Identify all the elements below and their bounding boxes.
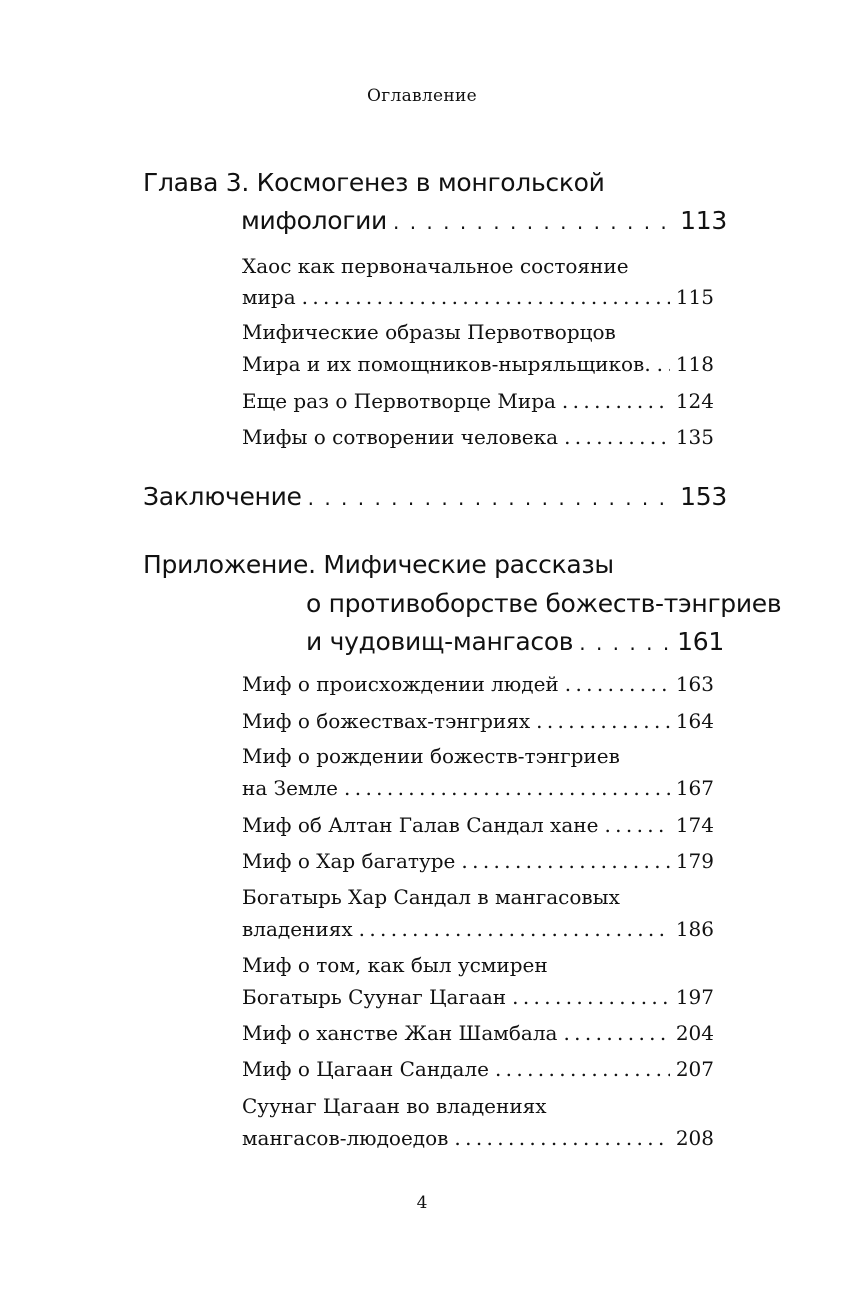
chapter-3-title-line2 [241,206,727,235]
entry-title: Хаос как первоначальное состояние [242,254,629,278]
entry-title: Миф о происхождении людей [242,672,559,696]
entry-title: Миф о рождении божеств-тэнгриев [242,744,620,768]
chapter-3-title: Глава 3. Космогенез в монгольской [143,168,605,197]
leader-dots [308,486,675,510]
toc-entry [242,1057,714,1081]
entry-title: Мифы о сотворении человека [242,425,559,449]
toc-entry [242,1094,547,1118]
leader-dots [562,389,670,413]
toc-entry [242,254,629,278]
page-number: 204 [675,1021,714,1045]
leader-dots [302,285,670,309]
toc-entry [242,813,714,837]
page-number: 161 [677,627,724,656]
entry-title: Миф о ханстве Жан Шамбала [242,1021,558,1045]
entry-title-cont: на Земле [242,776,339,800]
appendix-title-cont: о противоборстве божеств-тэнгриев [306,589,782,618]
page-number: 167 [675,776,714,800]
entry-title: Мифические образы Первотворцов [242,320,616,344]
toc-entry [242,352,714,376]
toc-entry [242,776,714,800]
leader-dots [359,917,670,941]
toc-entry [242,672,714,696]
page-number: 135 [675,425,714,449]
leader-dots [344,776,670,800]
toc-entry [242,953,548,977]
page-folio: 4 [416,1193,428,1213]
toc-entry [242,744,620,768]
leader-dots [657,352,670,376]
entry-title: Богатырь Хар Сандал в мангасовых [242,885,620,909]
leader-dots [393,210,674,234]
appendix-title: Приложение. Мифические рассказы [143,550,614,579]
page-number: 186 [675,917,714,941]
entry-title: Миф о божествах-тэнгриях [242,709,531,733]
toc-entry [242,709,714,733]
leader-dots [564,425,670,449]
leader-dots [604,813,669,837]
toc-entry [242,285,714,309]
toc-entry [242,849,714,873]
page-number: 207 [675,1057,714,1081]
leader-dots [512,985,670,1009]
appendix-title-line3 [306,627,724,656]
conclusion-title: Заключение [143,482,302,511]
page-number: 179 [675,849,714,873]
page-number: 163 [675,672,714,696]
toc-entry [242,885,620,909]
chapter-3-title-line1 [143,168,605,197]
leader-dots [495,1057,670,1081]
entry-title: Миф о Хар багатуре [242,849,456,873]
leader-dots [536,709,670,733]
entry-title: Миф об Алтан Галав Сандал хане [242,813,599,837]
entry-title-cont: Богатырь Суунаг Цагаан [242,985,507,1009]
appendix-title-line2 [306,589,781,618]
entry-title-cont: мангасов-людоедов [242,1126,449,1150]
toc-entry [242,917,714,941]
toc-entry [242,389,714,413]
appendix-title-line1 [143,550,614,579]
page-number: 118 [675,352,714,376]
running-head: Оглавление [367,86,477,106]
entry-title-cont: Мира и их помощников-ныряльщиков. [242,352,651,376]
leader-dots [454,1126,669,1150]
page-number: 174 [675,813,714,837]
leader-dots [565,672,670,696]
toc-entry [242,1126,714,1150]
page-number: 124 [675,389,714,413]
entry-title-cont: владениях [242,917,353,941]
page-number: 153 [680,482,727,511]
leader-dots [579,631,671,655]
page-number: 113 [680,206,727,235]
chapter-3-title-cont: мифологии [241,206,387,235]
toc-entry [242,320,616,344]
page-number: 197 [675,985,714,1009]
appendix-title-cont: и чудовищ-мангасов [306,627,574,656]
toc-entry [242,985,714,1009]
entry-title: Миф о Цагаан Сандале [242,1057,489,1081]
page-number: 164 [675,709,714,733]
conclusion-entry [143,482,727,511]
leader-dots [461,849,669,873]
page-number: 208 [675,1126,714,1150]
entry-title: Миф о том, как был усмирен [242,953,548,977]
page-number: 115 [675,285,714,309]
toc-entry [242,425,714,449]
entry-title-cont: мира [242,285,296,309]
leader-dots [563,1021,669,1045]
toc-entry [242,1021,714,1045]
entry-title: Еще раз о Первотворце Мира [242,389,556,413]
entry-title: Суунаг Цагаан во владениях [242,1094,547,1118]
